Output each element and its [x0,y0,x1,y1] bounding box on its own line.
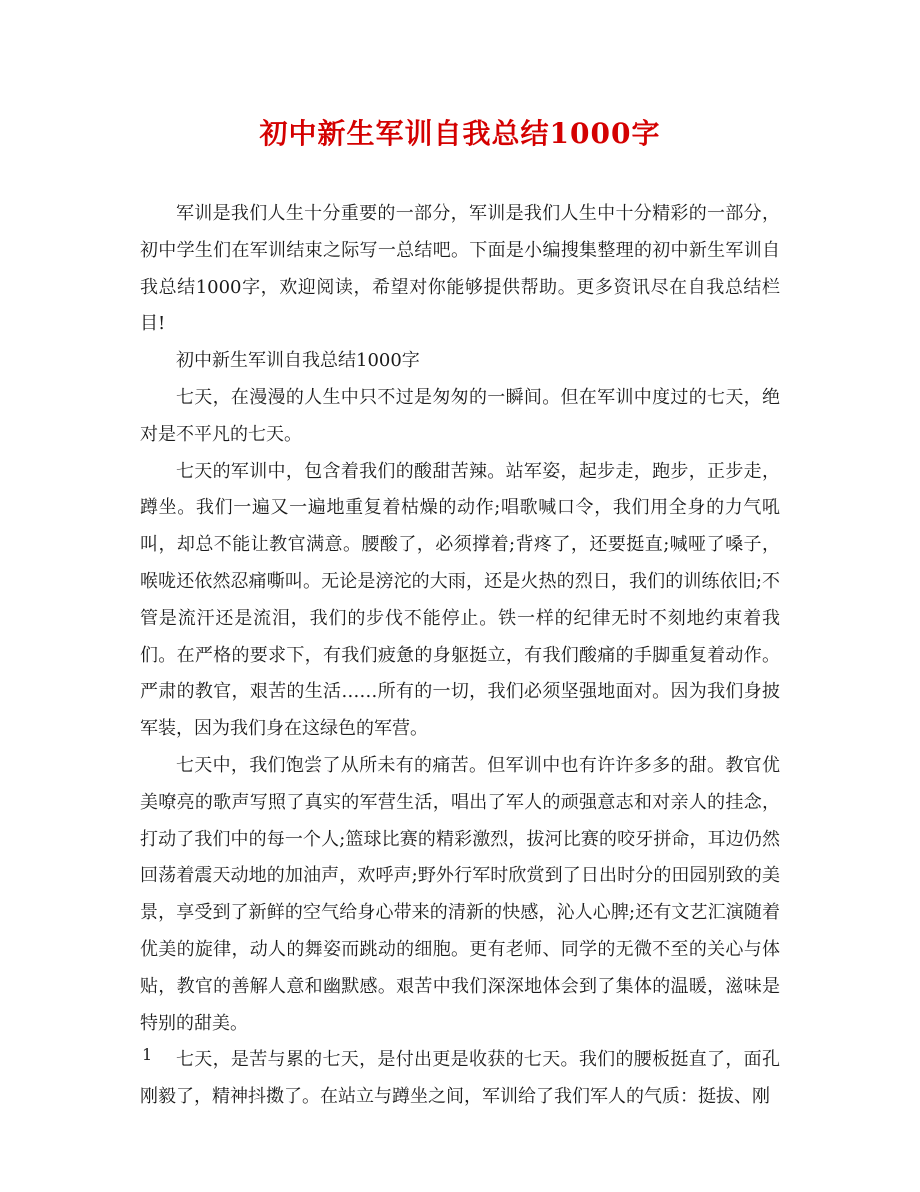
paragraph-1: 七天，在漫漫的人生中只不过是匆匆的一瞬间。但在军训中度过的七天，绝对是不平凡的七天。 [140,386,780,445]
paragraph-3: 七天中，我们饱尝了从所未有的痛苦。但军训中也有许许多多的甜。教官优美嘹亮的歌声写照了真实的军营生活，唱出了军人的顽强意志和对亲人的挂念，打动了我们中的每一个人;篮球比赛的精彩激烈，拔河比赛的咬牙拼命，耳边仍然回荡着震天动地的加油声，欢呼声;野外行军时欣赏到了日出时分的田园别致的美景，享受到了新鲜的空气给身心带来的清新的快感，沁人心脾;还有文艺汇演随着优美的旋律，动人的舞姿而跳动的细胞。更有老师、同学的无微不至的关心与体贴，教官的善解人意和幽默感。艰苦中我们深深地体会到了集体的温暖，滋味是特别的甜美。 [140,754,780,1034]
document-body [140,196,780,1116]
paragraph-intro: 军训是我们人生十分重要的一部分，军训是我们人生中十分精彩的一部分，初中学生们在军训结束之际写一总结吧。下面是小编搜集整理的初中新生军训自我总结1000字，欢迎阅读，希望对你能够提供帮助。更多资讯尽在自我总结栏目! [140,203,780,335]
paragraph-subtitle: 初中新生军训自我总结1000字 [176,350,420,372]
page-number: 1 [142,1045,153,1064]
document-title: 初中新生军训自我总结1000字 [259,117,661,150]
paragraph-4: 七天，是苦与累的七天，是付出更是收获的七天。我们的腰板挺直了，面孔刚毅了，精神抖擞了。在站立与蹲坐之间，军训给了我们军人的气质：挺拔、刚 [140,1049,780,1108]
paragraph-2: 七天的军训中，包含着我们的酸甜苦辣。站军姿，起步走，跑步，正步走，蹲坐。我们一遍又一遍地重复着枯燥的动作;唱歌喊口令，我们用全身的力气吼叫，却总不能让教官满意。腰酸了，必须撑着;背疼了，还要挺直;喊哑了嗓子，喉咙还依然忍痛嘶叫。无论是滂沱的大雨，还是火热的烈日，我们的训练依旧;不管是流汗还是流泪，我们的步伐不能停止。铁一样的纪律无时不刻地约束着我们。在严格的要求下，有我们疲惫的身躯挺立，有我们酸痛的手脚重复着动作。严肃的教官，艰苦的生活……所有的一切，我们必须坚强地面对。因为我们身披军装，因为我们身在这绿色的军营。 [140,460,780,740]
